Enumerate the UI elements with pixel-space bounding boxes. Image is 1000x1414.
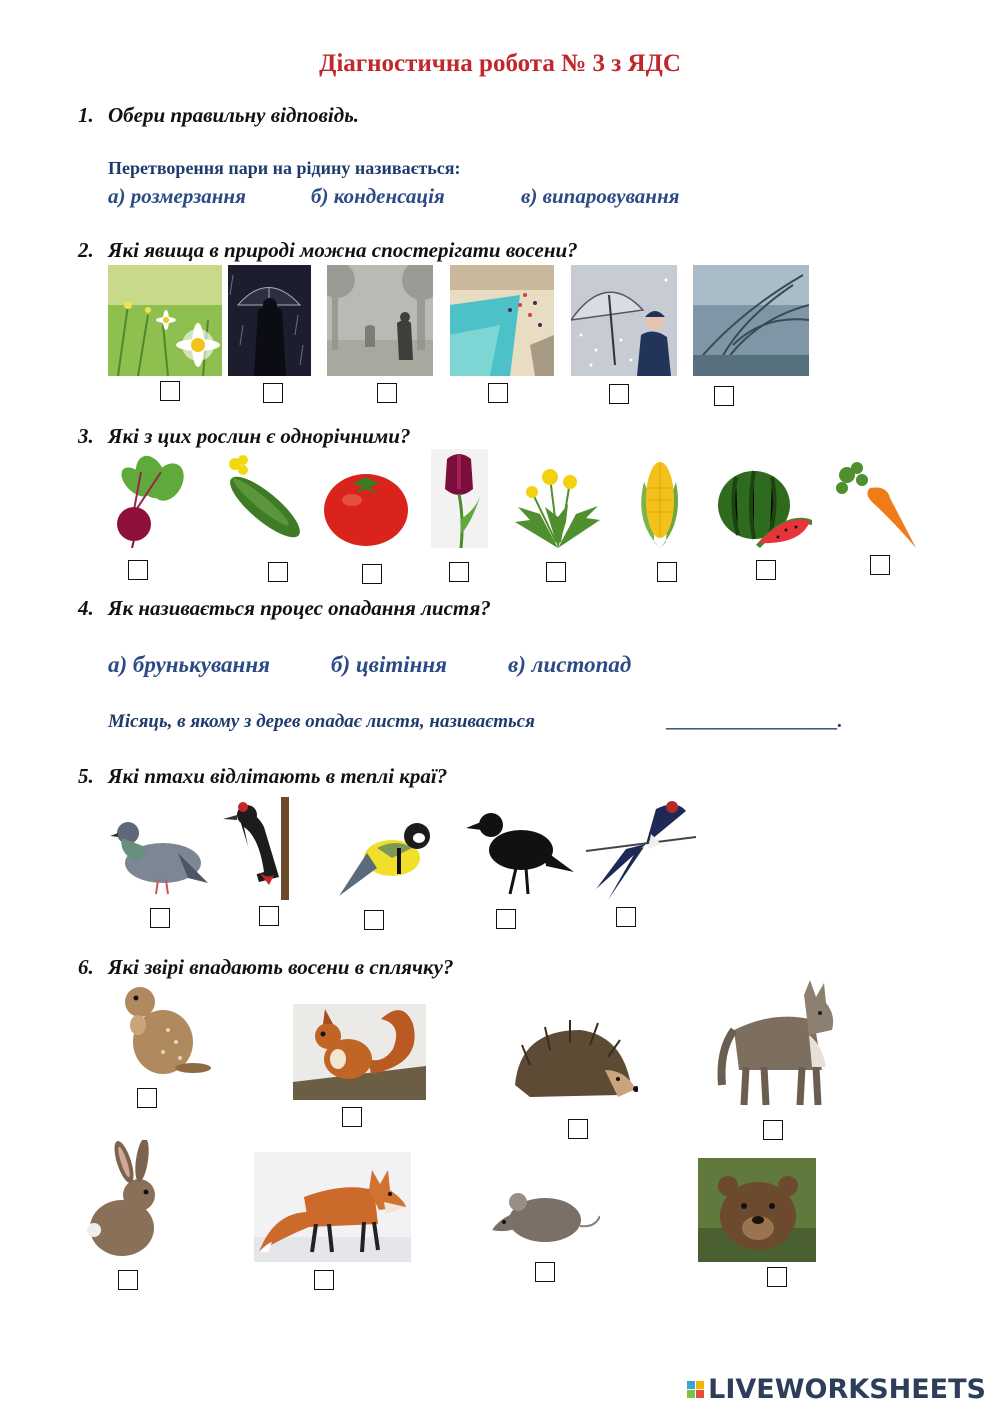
checkbox[interactable] bbox=[314, 1270, 334, 1290]
checkbox[interactable] bbox=[546, 562, 566, 582]
snow-umbrella-icon bbox=[571, 265, 677, 376]
checkbox[interactable] bbox=[268, 562, 288, 582]
checkbox[interactable] bbox=[128, 560, 148, 580]
question-number: 3. bbox=[78, 424, 94, 448]
checkbox[interactable] bbox=[767, 1267, 787, 1287]
question-6 bbox=[78, 955, 453, 980]
question-1 bbox=[78, 103, 359, 128]
daisies-icon bbox=[108, 265, 222, 376]
checkbox[interactable] bbox=[870, 555, 890, 575]
checkbox[interactable] bbox=[160, 381, 180, 401]
question-text: Як називається процес опадання листя? bbox=[108, 596, 491, 620]
fill-in-prompt: Місяць, в якому з дерев опадає листя, називається bbox=[108, 711, 535, 732]
bear-icon bbox=[698, 1158, 816, 1262]
question-3 bbox=[78, 424, 410, 449]
logo-squares-icon bbox=[687, 1381, 704, 1398]
option-b[interactable]: б) цвітіння bbox=[331, 652, 448, 677]
question-text: Які звірі впадають восени в сплячку? bbox=[108, 955, 454, 979]
question-number: 2. bbox=[78, 238, 94, 262]
checkbox[interactable] bbox=[150, 908, 170, 928]
beach-icon bbox=[450, 265, 554, 376]
option-a[interactable]: а) брунькування bbox=[108, 652, 270, 677]
question-text: Які явища в природі можна спостерігати восени? bbox=[108, 238, 578, 262]
checkbox[interactable] bbox=[568, 1119, 588, 1139]
checkbox[interactable] bbox=[616, 907, 636, 927]
pigeon-icon bbox=[108, 808, 210, 900]
question-text: Які з цих рослин є однорічними? bbox=[108, 424, 411, 448]
question-5 bbox=[78, 764, 447, 789]
question-number: 6. bbox=[78, 955, 94, 979]
question-2 bbox=[78, 238, 578, 263]
checkbox[interactable] bbox=[496, 909, 516, 929]
option-c[interactable]: в) випаровування bbox=[521, 184, 680, 208]
hedgehog-icon bbox=[510, 1015, 638, 1107]
checkbox[interactable] bbox=[118, 1270, 138, 1290]
checkbox[interactable] bbox=[449, 562, 469, 582]
swallow-icon bbox=[586, 789, 696, 900]
question-text: Які птахи відлітають в теплі краї? bbox=[108, 764, 448, 788]
tulip-icon bbox=[431, 449, 488, 548]
question-number: 1. bbox=[78, 103, 94, 127]
checkbox[interactable] bbox=[756, 560, 776, 580]
checkbox[interactable] bbox=[535, 1262, 555, 1282]
dandelion-icon bbox=[510, 462, 606, 548]
checkbox[interactable] bbox=[137, 1088, 157, 1108]
checkbox[interactable] bbox=[763, 1120, 783, 1140]
option-b[interactable]: б) конденсація bbox=[311, 184, 445, 208]
checkbox[interactable] bbox=[364, 910, 384, 930]
fog-icon bbox=[327, 265, 433, 376]
question-4 bbox=[78, 596, 491, 621]
checkbox[interactable] bbox=[488, 383, 508, 403]
corn-icon bbox=[624, 452, 696, 548]
checkbox[interactable] bbox=[362, 564, 382, 584]
question-number: 4. bbox=[78, 596, 94, 620]
mouse-icon bbox=[490, 1178, 600, 1252]
rain-umbrella-icon bbox=[228, 265, 311, 376]
checkbox[interactable] bbox=[259, 906, 279, 926]
carrot-icon bbox=[832, 460, 918, 548]
fox-icon bbox=[254, 1152, 411, 1262]
crow-icon bbox=[466, 800, 574, 900]
rabbit-icon bbox=[84, 1140, 168, 1260]
question-text: Обери правильну відповідь. bbox=[108, 103, 360, 127]
liveworksheets-logo bbox=[687, 1374, 986, 1405]
question-1-prompt: Перетворення пари на рідину називається: bbox=[108, 158, 461, 178]
wind-icon bbox=[693, 265, 809, 376]
squirrel-icon bbox=[293, 1004, 426, 1100]
option-a[interactable]: а) розмерзання bbox=[108, 184, 246, 208]
beet-icon bbox=[106, 452, 196, 548]
page-title: Діагностична робота № 3 з ЯДС bbox=[319, 50, 681, 77]
woodpecker-icon bbox=[219, 797, 303, 900]
checkbox[interactable] bbox=[342, 1107, 362, 1127]
wolf-icon bbox=[714, 975, 840, 1108]
fill-in-blank[interactable]: __________________. bbox=[666, 711, 842, 732]
tit-icon bbox=[337, 808, 439, 900]
cucumber-icon bbox=[215, 452, 305, 548]
option-c[interactable]: в) листопад bbox=[508, 652, 632, 677]
logo-text: LIVEWORKSHEETS bbox=[708, 1374, 986, 1405]
checkbox[interactable] bbox=[377, 383, 397, 403]
watermelon-icon bbox=[716, 465, 814, 548]
tomato-icon bbox=[322, 462, 410, 548]
gopher-icon bbox=[108, 980, 212, 1080]
checkbox[interactable] bbox=[657, 562, 677, 582]
checkbox[interactable] bbox=[263, 383, 283, 403]
checkbox[interactable] bbox=[609, 384, 629, 404]
question-number: 5. bbox=[78, 764, 94, 788]
checkbox[interactable] bbox=[714, 386, 734, 406]
